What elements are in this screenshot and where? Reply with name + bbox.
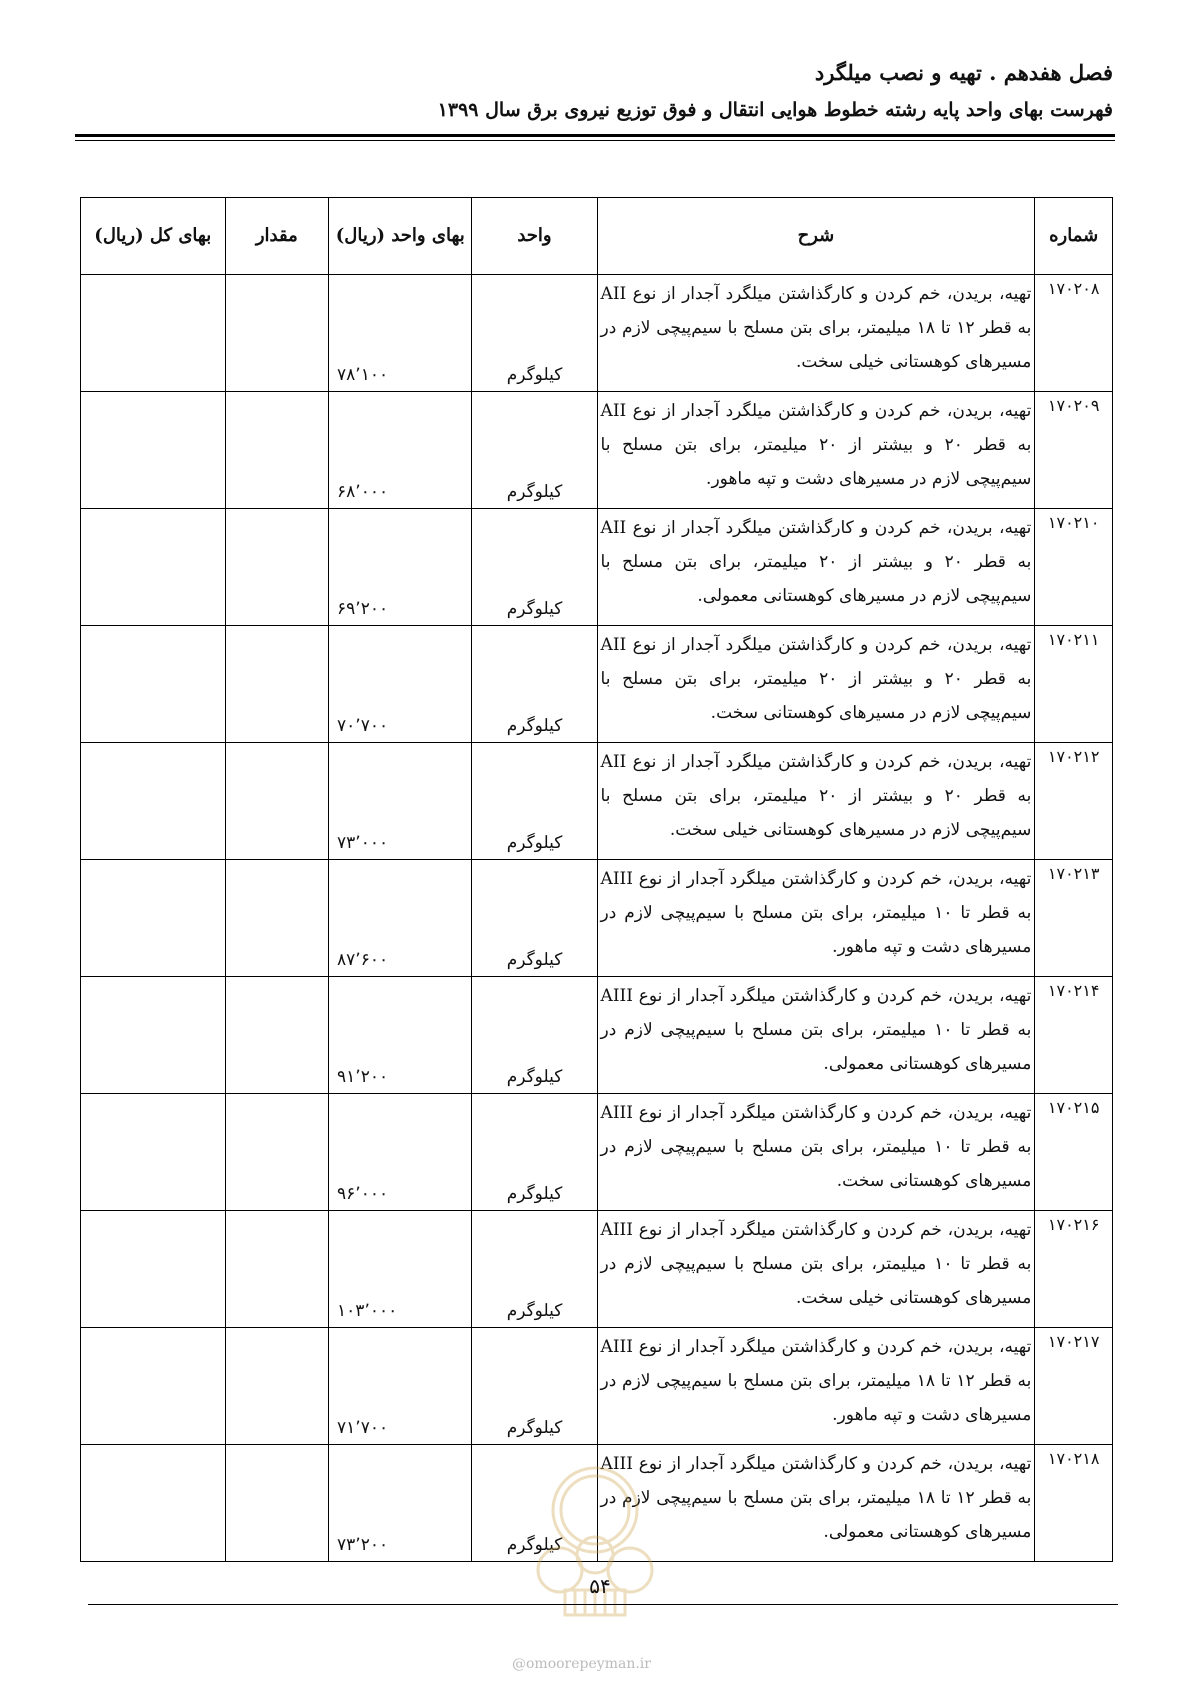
item-number: ۱۷۰۲۱۲ <box>1035 743 1113 860</box>
item-quantity <box>225 977 329 1094</box>
table-row <box>81 860 1113 977</box>
item-quantity <box>225 860 329 977</box>
item-quantity <box>225 743 329 860</box>
item-number: ۱۷۰۲۰۹ <box>1035 392 1113 509</box>
item-number: ۱۷۰۲۱۸ <box>1035 1445 1113 1562</box>
item-total-price <box>81 509 226 626</box>
item-description: تهیه، بریدن، خم کردن و کارگذاشتن میلگرد آجدار از نوع AIII به قطر تا ۱۰ میلیمتر، برای بتن مسلح با سیم‌پیچی لازم در مسیرهای کوهستانی معمولی. <box>597 977 1035 1094</box>
item-number: ۱۷۰۲۱۷ <box>1035 1328 1113 1445</box>
item-total-price <box>81 1211 226 1328</box>
item-quantity <box>225 275 329 392</box>
item-description: تهیه، بریدن، خم کردن و کارگذاشتن میلگرد آجدار از نوع AIII به قطر تا ۱۰ میلیمتر، برای بتن مسلح با سیم‌پیچی لازم در مسیرهای کوهستانی خیلی سخت. <box>597 1211 1035 1328</box>
item-unit-price: ۷۰٬۷۰۰ <box>329 626 472 743</box>
item-description: تهیه، بریدن، خم کردن و کارگذاشتن میلگرد آجدار از نوع AIII به قطر ۱۲ تا ۱۸ میلیمتر، برای بتن مسلح با سیم‌پیچی لازم در مسیرهای کوهستانی معمولی. <box>597 1445 1035 1562</box>
header-divider-thin <box>75 140 1115 141</box>
document-subtitle: فهرست بهای واحد پایه رشته خطوط هوایی انتقال و فوق توزیع نیروی برق سال ۱۳۹۹ <box>437 99 1113 121</box>
table-row <box>81 1211 1113 1328</box>
item-unit: کیلوگرم <box>472 1328 597 1445</box>
item-total-price <box>81 1094 226 1211</box>
table-row <box>81 1094 1113 1211</box>
item-unit: کیلوگرم <box>472 1094 597 1211</box>
item-unit-price: ۷۳٬۰۰۰ <box>329 743 472 860</box>
item-unit-price: ۷۱٬۷۰۰ <box>329 1328 472 1445</box>
item-total-price <box>81 977 226 1094</box>
item-description: تهیه، بریدن، خم کردن و کارگذاشتن میلگرد آجدار از نوع AIII به قطر ۱۲ تا ۱۸ میلیمتر، برای بتن مسلح با سیم‌پیچی لازم در مسیرهای دشت و تپه ماهور. <box>597 1328 1035 1445</box>
item-description: تهیه، بریدن، خم کردن و کارگذاشتن میلگرد آجدار از نوع AII به قطر ۲۰ و بیشتر از ۲۰ میلیمتر، برای بتن مسلح با سیم‌پیچی لازم در مسیرهای کوهستانی معمولی. <box>597 509 1035 626</box>
item-total-price <box>81 1445 226 1562</box>
item-total-price <box>81 275 226 392</box>
item-unit-price: ۷۸٬۱۰۰ <box>329 275 472 392</box>
item-total-price <box>81 743 226 860</box>
item-unit: کیلوگرم <box>472 743 597 860</box>
item-number: ۱۷۰۲۱۰ <box>1035 509 1113 626</box>
item-quantity <box>225 1211 329 1328</box>
watermark-site: @omoorepeyman.ir <box>512 1656 651 1672</box>
page-number: ۵۴ <box>589 1574 611 1598</box>
item-total-price <box>81 860 226 977</box>
item-unit-price: ۱۰۳٬۰۰۰ <box>329 1211 472 1328</box>
table-row <box>81 977 1113 1094</box>
item-quantity <box>225 1328 329 1445</box>
item-unit-price: ۶۹٬۲۰۰ <box>329 509 472 626</box>
item-description: تهیه، بریدن، خم کردن و کارگذاشتن میلگرد آجدار از نوع AIII به قطر تا ۱۰ میلیمتر، برای بتن مسلح با سیم‌پیچی لازم در مسیرهای کوهستانی سخت. <box>597 1094 1035 1211</box>
item-unit: کیلوگرم <box>472 1445 597 1562</box>
item-unit: کیلوگرم <box>472 392 597 509</box>
item-number: ۱۷۰۲۱۵ <box>1035 1094 1113 1211</box>
item-number: ۱۷۰۲۱۴ <box>1035 977 1113 1094</box>
item-unit: کیلوگرم <box>472 860 597 977</box>
footer-divider <box>88 1604 1118 1605</box>
table-row <box>81 275 1113 392</box>
header-description: شرح <box>597 198 1035 275</box>
item-unit: کیلوگرم <box>472 275 597 392</box>
item-description: تهیه، بریدن، خم کردن و کارگذاشتن میلگرد آجدار از نوع AII به قطر ۲۰ و بیشتر از ۲۰ میلیمتر، برای بتن مسلح با سیم‌پیچی لازم در مسیرهای دشت و تپه ماهور. <box>597 392 1035 509</box>
table-row <box>81 1328 1113 1445</box>
header-number: شماره <box>1035 198 1113 275</box>
item-unit-price: ۹۶٬۰۰۰ <box>329 1094 472 1211</box>
table-header-row <box>81 198 1113 275</box>
item-description: تهیه، بریدن، خم کردن و کارگذاشتن میلگرد آجدار از نوع AII به قطر ۲۰ و بیشتر از ۲۰ میلیمتر، برای بتن مسلح با سیم‌پیچی لازم در مسیرهای کوهستانی خیلی سخت. <box>597 743 1035 860</box>
item-number: ۱۷۰۲۱۶ <box>1035 1211 1113 1328</box>
item-description: تهیه، بریدن، خم کردن و کارگذاشتن میلگرد آجدار از نوع AII به قطر ۲۰ و بیشتر از ۲۰ میلیمتر، برای بتن مسلح با سیم‌پیچی لازم در مسیرهای کوهستانی سخت. <box>597 626 1035 743</box>
item-total-price <box>81 1328 226 1445</box>
item-description: تهیه، بریدن، خم کردن و کارگذاشتن میلگرد آجدار از نوع AII به قطر ۱۲ تا ۱۸ میلیمتر، برای بتن مسلح با سیم‌پیچی لازم در مسیرهای کوهستانی خیلی سخت. <box>597 275 1035 392</box>
item-quantity <box>225 392 329 509</box>
price-list-table <box>80 197 1113 1562</box>
chapter-title: فصل هفدهم . تهیه و نصب میلگرد <box>814 60 1113 85</box>
item-unit-price: ۸۷٬۶۰۰ <box>329 860 472 977</box>
item-unit-price: ۷۳٬۲۰۰ <box>329 1445 472 1562</box>
item-quantity <box>225 626 329 743</box>
header-unit-price: بهای واحد (ریال) <box>329 198 472 275</box>
table-row <box>81 743 1113 860</box>
item-unit: کیلوگرم <box>472 509 597 626</box>
item-number: ۱۷۰۲۱۱ <box>1035 626 1113 743</box>
item-quantity <box>225 1445 329 1562</box>
header-quantity: مقدار <box>225 198 329 275</box>
item-unit: کیلوگرم <box>472 626 597 743</box>
item-unit: کیلوگرم <box>472 1211 597 1328</box>
item-total-price <box>81 626 226 743</box>
item-quantity <box>225 509 329 626</box>
item-unit: کیلوگرم <box>472 977 597 1094</box>
item-unit-price: ۹۱٬۲۰۰ <box>329 977 472 1094</box>
table-row <box>81 392 1113 509</box>
item-number: ۱۷۰۲۰۸ <box>1035 275 1113 392</box>
header-divider-thick <box>75 134 1115 137</box>
header-unit: واحد <box>472 198 597 275</box>
item-description: تهیه، بریدن، خم کردن و کارگذاشتن میلگرد آجدار از نوع AIII به قطر تا ۱۰ میلیمتر، برای بتن مسلح با سیم‌پیچی لازم در مسیرهای دشت و تپه ماهور. <box>597 860 1035 977</box>
table-row <box>81 626 1113 743</box>
item-total-price <box>81 392 226 509</box>
item-number: ۱۷۰۲۱۳ <box>1035 860 1113 977</box>
item-quantity <box>225 1094 329 1211</box>
item-unit-price: ۶۸٬۰۰۰ <box>329 392 472 509</box>
header-total-price: بهای کل (ریال) <box>81 198 226 275</box>
table-row <box>81 509 1113 626</box>
